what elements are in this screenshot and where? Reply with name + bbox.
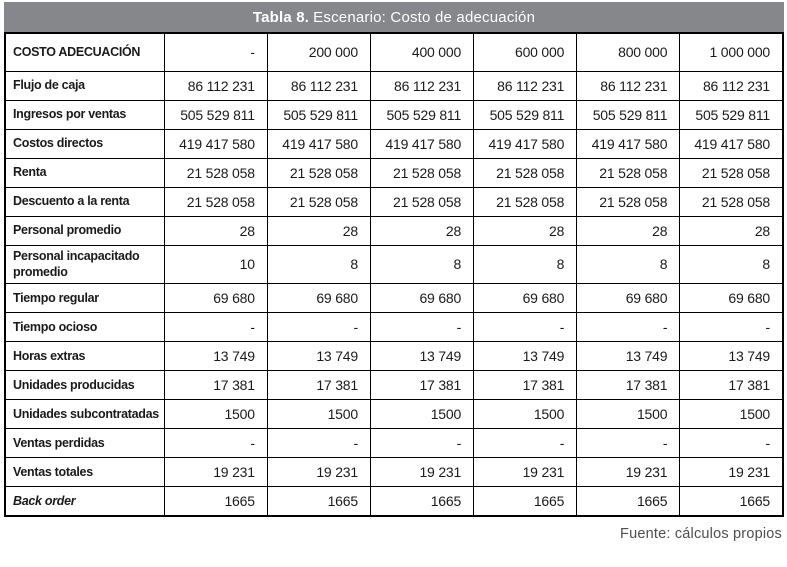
value-cell: 21 528 058	[680, 187, 783, 216]
value-cell: 1665	[577, 487, 680, 516]
value-cell: 69 680	[680, 284, 783, 313]
value-cell: 19 231	[267, 458, 370, 487]
row-label: Horas extras	[5, 342, 164, 371]
value-cell: 600 000	[474, 33, 577, 71]
row-label: Ingresos por ventas	[5, 100, 164, 129]
table-header-row	[5, 33, 783, 71]
row-label: Personal promedio	[5, 216, 164, 245]
value-cell: 28	[164, 216, 267, 245]
value-cell: 69 680	[370, 284, 473, 313]
value-cell: 21 528 058	[474, 158, 577, 187]
value-cell: -	[370, 429, 473, 458]
row-label: Ventas totales	[5, 458, 164, 487]
value-cell: 69 680	[267, 284, 370, 313]
value-cell: 17 381	[370, 371, 473, 400]
value-cell: 1500	[164, 400, 267, 429]
value-cell: 1 000 000	[680, 33, 783, 71]
value-cell: 1665	[370, 487, 473, 516]
row-label: Renta	[5, 158, 164, 187]
table-row	[5, 400, 783, 429]
value-cell: 21 528 058	[370, 158, 473, 187]
row-label: Costos directos	[5, 129, 164, 158]
value-cell: 419 417 580	[370, 129, 473, 158]
table-row	[5, 284, 783, 313]
value-cell: 28	[577, 216, 680, 245]
table-row	[5, 245, 783, 284]
value-cell: 505 529 811	[370, 100, 473, 129]
table-row	[5, 100, 783, 129]
row-label: Flujo de caja	[5, 71, 164, 100]
value-cell: 17 381	[680, 371, 783, 400]
value-cell: 28	[370, 216, 473, 245]
value-cell: -	[680, 429, 783, 458]
value-cell: 1665	[680, 487, 783, 516]
value-cell: -	[164, 313, 267, 342]
value-cell: 13 749	[577, 342, 680, 371]
value-cell: 1665	[474, 487, 577, 516]
value-cell: 419 417 580	[577, 129, 680, 158]
value-cell: 1500	[370, 400, 473, 429]
row-label: Back order	[5, 487, 164, 516]
value-cell: 69 680	[577, 284, 680, 313]
value-cell: -	[164, 429, 267, 458]
value-cell: 28	[680, 216, 783, 245]
value-cell: 1500	[680, 400, 783, 429]
table-row	[5, 313, 783, 342]
value-cell: 8	[577, 245, 680, 284]
value-cell: 10	[164, 245, 267, 284]
value-cell: 800 000	[577, 33, 680, 71]
row-label: Tiempo ocioso	[5, 313, 164, 342]
scenario-table	[4, 32, 784, 517]
value-cell: 13 749	[370, 342, 473, 371]
table-row	[5, 458, 783, 487]
value-cell: 505 529 811	[267, 100, 370, 129]
value-cell: 505 529 811	[680, 100, 783, 129]
value-cell: 19 231	[164, 458, 267, 487]
value-cell: 1665	[267, 487, 370, 516]
value-cell: 19 231	[474, 458, 577, 487]
value-cell: 86 112 231	[267, 71, 370, 100]
value-cell: 86 112 231	[680, 71, 783, 100]
value-cell: 505 529 811	[474, 100, 577, 129]
value-cell: 21 528 058	[164, 158, 267, 187]
value-cell: 1500	[267, 400, 370, 429]
table-title-number: Tabla 8.	[252, 8, 310, 26]
value-cell: 505 529 811	[164, 100, 267, 129]
value-cell: 505 529 811	[577, 100, 680, 129]
value-cell: -	[577, 313, 680, 342]
table-row	[5, 71, 783, 100]
table-body	[5, 33, 783, 516]
value-cell: 21 528 058	[370, 187, 473, 216]
value-cell: 8	[370, 245, 473, 284]
value-cell: 19 231	[577, 458, 680, 487]
value-cell: 21 528 058	[267, 187, 370, 216]
row-label: COSTO ADECUACIÓN	[5, 33, 164, 71]
row-label: Unidades subcontratadas	[5, 400, 164, 429]
row-label: Tiempo regular	[5, 284, 164, 313]
value-cell: 86 112 231	[370, 71, 473, 100]
table-title-text: Escenario: Costo de adecuación	[313, 8, 536, 26]
value-cell: -	[267, 429, 370, 458]
row-label: Descuento a la renta	[5, 187, 164, 216]
row-label: Personal incapacitado promedio	[5, 245, 164, 284]
value-cell: 400 000	[370, 33, 473, 71]
value-cell: 13 749	[680, 342, 783, 371]
value-cell: 86 112 231	[474, 71, 577, 100]
table-row	[5, 371, 783, 400]
table-row	[5, 129, 783, 158]
value-cell: -	[680, 313, 783, 342]
value-cell: 13 749	[474, 342, 577, 371]
value-cell: -	[164, 33, 267, 71]
value-cell: 21 528 058	[474, 187, 577, 216]
value-cell: 69 680	[474, 284, 577, 313]
value-cell: 419 417 580	[267, 129, 370, 158]
value-cell: 8	[680, 245, 783, 284]
value-cell: -	[370, 313, 473, 342]
table-row	[5, 429, 783, 458]
value-cell: 19 231	[370, 458, 473, 487]
value-cell: 19 231	[680, 458, 783, 487]
value-cell: 13 749	[164, 342, 267, 371]
value-cell: 86 112 231	[577, 71, 680, 100]
table-row	[5, 216, 783, 245]
table-row	[5, 342, 783, 371]
value-cell: 8	[267, 245, 370, 284]
row-label: Unidades producidas	[5, 371, 164, 400]
value-cell: 419 417 580	[474, 129, 577, 158]
table-row	[5, 187, 783, 216]
value-cell: 21 528 058	[577, 187, 680, 216]
value-cell: 13 749	[267, 342, 370, 371]
value-cell: 419 417 580	[680, 129, 783, 158]
value-cell: 1500	[474, 400, 577, 429]
value-cell: 1500	[577, 400, 680, 429]
value-cell: -	[474, 313, 577, 342]
table-row	[5, 487, 783, 516]
value-cell: 17 381	[164, 371, 267, 400]
value-cell: 28	[474, 216, 577, 245]
table-container	[4, 2, 784, 542]
value-cell: 21 528 058	[164, 187, 267, 216]
value-cell: 28	[267, 216, 370, 245]
value-cell: -	[474, 429, 577, 458]
value-cell: 17 381	[474, 371, 577, 400]
value-cell: -	[267, 313, 370, 342]
table-title-bar	[4, 2, 784, 32]
value-cell: 21 528 058	[267, 158, 370, 187]
value-cell: 17 381	[267, 371, 370, 400]
value-cell: 1665	[164, 487, 267, 516]
value-cell: 200 000	[267, 33, 370, 71]
value-cell: 21 528 058	[577, 158, 680, 187]
value-cell: 17 381	[577, 371, 680, 400]
row-label: Ventas perdidas	[5, 429, 164, 458]
value-cell: 69 680	[164, 284, 267, 313]
value-cell: 419 417 580	[164, 129, 267, 158]
value-cell: 8	[474, 245, 577, 284]
value-cell: -	[577, 429, 680, 458]
table-row	[5, 158, 783, 187]
source-note: Fuente: cálculos propios	[620, 525, 782, 542]
value-cell: 21 528 058	[680, 158, 783, 187]
value-cell: 86 112 231	[164, 71, 267, 100]
